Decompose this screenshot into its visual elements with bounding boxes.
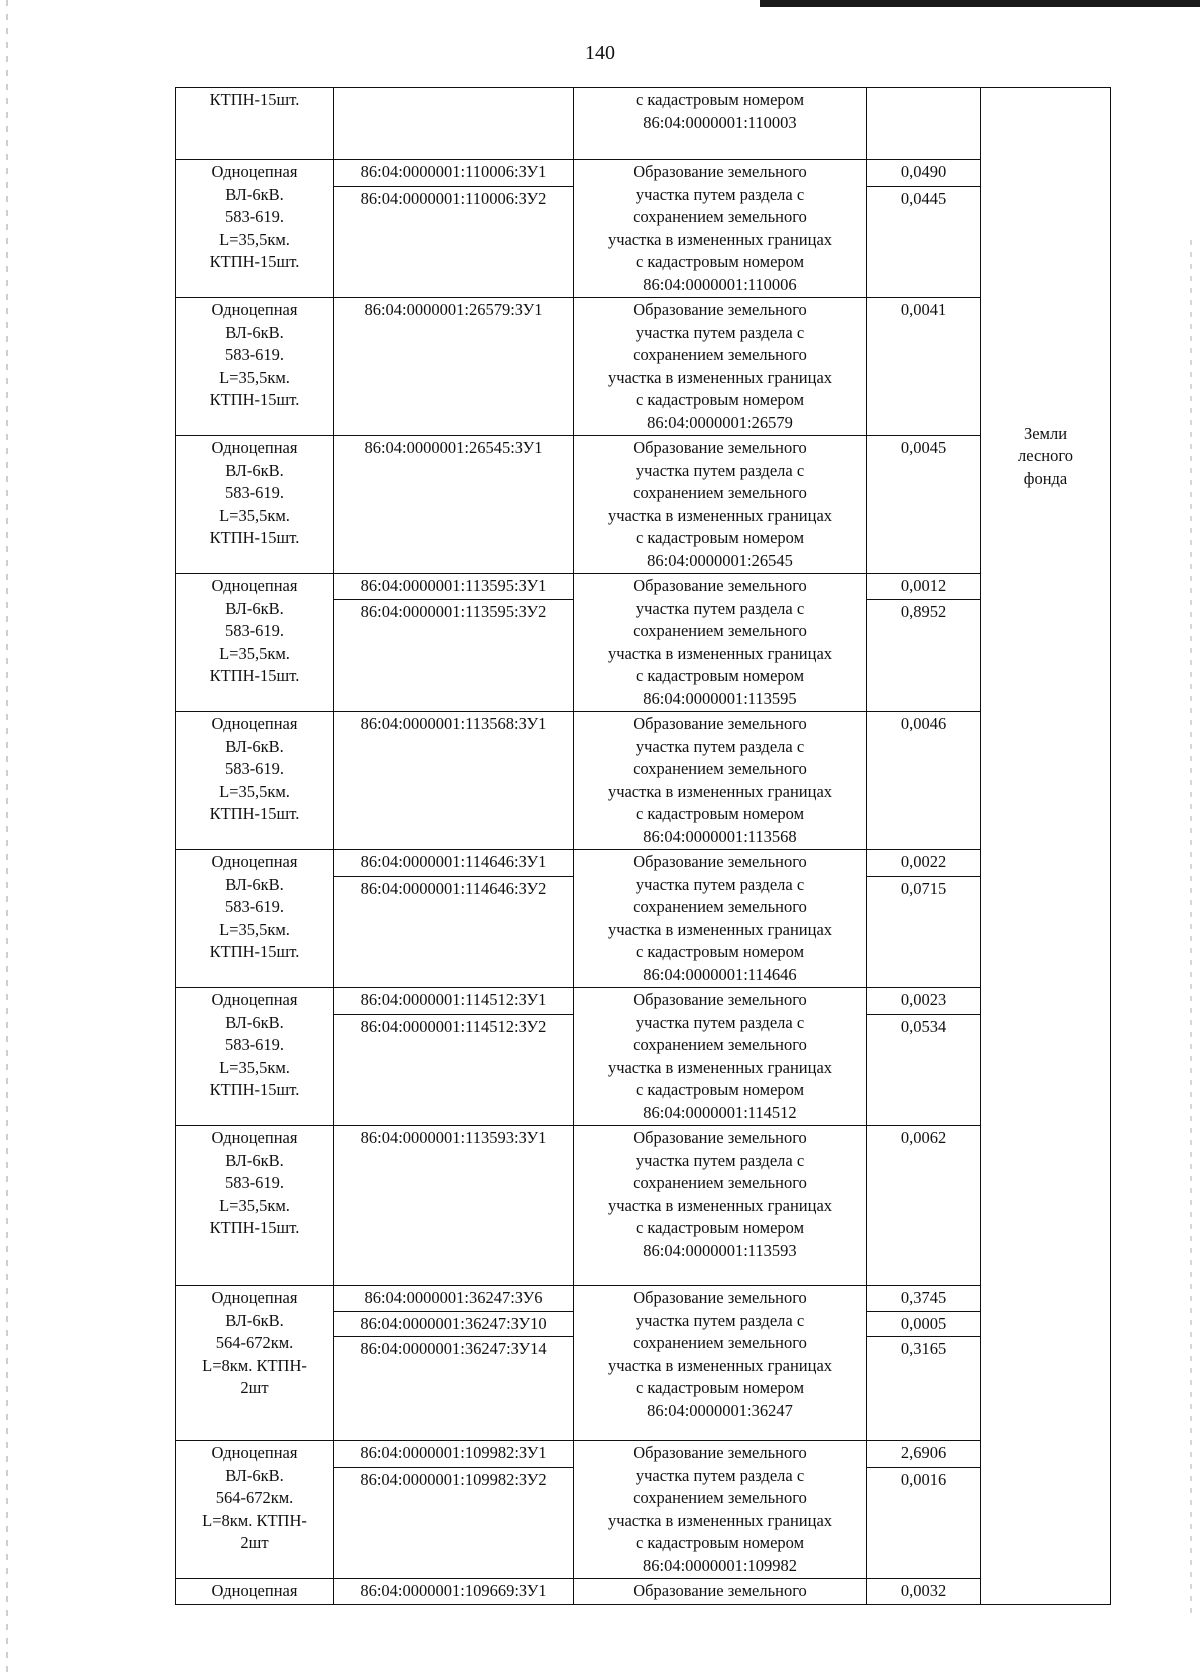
area-cell: 0,3745 <box>867 1286 981 1312</box>
cadastral-number-cell <box>334 88 574 160</box>
land-category-label: Земли лесного фонда <box>1018 423 1073 488</box>
page-number: 140 <box>585 42 615 64</box>
cadastral-number-cell: 86:04:0000001:109982:ЗУ1 <box>334 1441 574 1468</box>
cadastral-number-cell: 86:04:0000001:114646:ЗУ2 <box>334 876 574 987</box>
object-cell: Одноцепная ВЛ-6кВ. 583-619. L=35,5км. КТПН-15шт. <box>176 436 334 574</box>
area-cell: 0,0041 <box>867 298 981 436</box>
table-row <box>176 850 1111 877</box>
table-row <box>176 298 1111 436</box>
table-body <box>176 88 1111 1605</box>
top-edge-bar <box>760 0 1200 7</box>
object-cell: Одноцепная ВЛ-6кВ. 564-672км. L=8км. КТПН- 2шт <box>176 1441 334 1579</box>
object-cell: Одноцепная ВЛ-6кВ. 583-619. L=35,5км. КТПН-15шт. <box>176 850 334 988</box>
area-cell: 0,0445 <box>867 186 981 297</box>
description-cell: Образование земельного участка путем раздела с сохранением земельного участка в измененных границах с кадастровым номером 86:04:0000001:113595 <box>574 574 867 712</box>
area-cell: 0,0012 <box>867 574 981 600</box>
description-cell: с кадастровым номером 86:04:0000001:110003 <box>574 88 867 160</box>
object-cell: Одноцепная ВЛ-6кВ. 583-619. L=35,5км. КТПН-15шт. <box>176 712 334 850</box>
table-row <box>176 1126 1111 1286</box>
scan-artifact-left <box>6 0 8 1674</box>
description-cell: Образование земельного участка путем раздела с сохранением земельного участка в измененных границах с кадастровым номером 86:04:0000001:26579 <box>574 298 867 436</box>
object-cell: Одноцепная ВЛ-6кВ. 583-619. L=35,5км. КТПН-15шт. <box>176 574 334 712</box>
cadastral-number-cell: 86:04:0000001:109669:ЗУ1 <box>334 1579 574 1605</box>
description-cell: Образование земельного участка путем раздела с сохранением земельного участка в измененных границах с кадастровым номером 86:04:0000001:114512 <box>574 988 867 1126</box>
table-row <box>176 160 1111 187</box>
area-cell: 2,6906 <box>867 1441 981 1468</box>
object-cell: Одноцепная <box>176 1579 334 1605</box>
area-cell: 0,0032 <box>867 1579 981 1605</box>
table-row <box>176 988 1111 1015</box>
cadastral-number-cell: 86:04:0000001:109982:ЗУ2 <box>334 1467 574 1578</box>
table-row <box>176 1441 1111 1468</box>
area-cell: 0,3165 <box>867 1337 981 1441</box>
area-cell: 0,0715 <box>867 876 981 987</box>
area-cell: 0,8952 <box>867 600 981 712</box>
area-cell: 0,0016 <box>867 1467 981 1578</box>
description-cell: Образование земельного участка путем раздела с сохранением земельного участка в измененных границах с кадастровым номером 86:04:0000001:109982 <box>574 1441 867 1579</box>
description-cell: Образование земельного участка путем раздела с сохранением земельного участка в измененных границах с кадастровым номером 86:04:0000001:113593 <box>574 1126 867 1286</box>
cadastral-number-cell: 86:04:0000001:36247:ЗУ6 <box>334 1286 574 1312</box>
description-cell: Образование земельного участка путем раздела с сохранением земельного участка в измененных границах с кадастровым номером 86:04:0000001:36247 <box>574 1286 867 1441</box>
land-category-cell-top <box>981 88 1111 160</box>
land-category-cell <box>981 160 1111 1605</box>
cadastral-number-cell: 86:04:0000001:113593:ЗУ1 <box>334 1126 574 1286</box>
area-cell: 0,0046 <box>867 712 981 850</box>
table-row <box>176 1286 1111 1312</box>
object-cell: Одноцепная ВЛ-6кВ. 583-619. L=35,5км. КТПН-15шт. <box>176 160 334 298</box>
area-cell: 0,0005 <box>867 1311 981 1337</box>
area-cell: 0,0023 <box>867 988 981 1015</box>
description-cell: Образование земельного участка путем раздела с сохранением земельного участка в измененных границах с кадастровым номером 86:04:0000001:114646 <box>574 850 867 988</box>
cadastral-number-cell: 86:04:0000001:26545:ЗУ1 <box>334 436 574 574</box>
area-cell: 0,0062 <box>867 1126 981 1286</box>
area-cell: 0,0022 <box>867 850 981 877</box>
description-cell: Образование земельного <box>574 1579 867 1605</box>
cadastral-number-cell: 86:04:0000001:113595:ЗУ2 <box>334 600 574 712</box>
cadastral-number-cell: 86:04:0000001:113595:ЗУ1 <box>334 574 574 600</box>
land-parcels-table <box>175 87 1111 1605</box>
table-row <box>176 574 1111 600</box>
area-cell: 0,0490 <box>867 160 981 187</box>
area-cell: 0,0534 <box>867 1014 981 1125</box>
description-cell: Образование земельного участка путем раздела с сохранением земельного участка в измененных границах с кадастровым номером 86:04:0000001:113568 <box>574 712 867 850</box>
object-cell: КТПН-15шт. <box>176 88 334 160</box>
cadastral-number-cell: 86:04:0000001:114512:ЗУ2 <box>334 1014 574 1125</box>
cadastral-number-cell: 86:04:0000001:113568:ЗУ1 <box>334 712 574 850</box>
table-row <box>176 712 1111 850</box>
cadastral-number-cell: 86:04:0000001:36247:ЗУ14 <box>334 1337 574 1441</box>
description-cell: Образование земельного участка путем раздела с сохранением земельного участка в измененных границах с кадастровым номером 86:04:0000001:26545 <box>574 436 867 574</box>
area-cell <box>867 88 981 160</box>
cadastral-number-cell: 86:04:0000001:26579:ЗУ1 <box>334 298 574 436</box>
table-row <box>176 88 1111 160</box>
cadastral-number-cell: 86:04:0000001:114512:ЗУ1 <box>334 988 574 1015</box>
area-cell: 0,0045 <box>867 436 981 574</box>
object-cell: Одноцепная ВЛ-6кВ. 583-619. L=35,5км. КТПН-15шт. <box>176 988 334 1126</box>
cadastral-number-cell: 86:04:0000001:114646:ЗУ1 <box>334 850 574 877</box>
object-cell: Одноцепная ВЛ-6кВ. 583-619. L=35,5км. КТПН-15шт. <box>176 1126 334 1286</box>
scan-artifact-right <box>1190 240 1192 1620</box>
cadastral-number-cell: 86:04:0000001:110006:ЗУ2 <box>334 186 574 297</box>
cadastral-number-cell: 86:04:0000001:110006:ЗУ1 <box>334 160 574 187</box>
object-cell: Одноцепная ВЛ-6кВ. 583-619. L=35,5км. КТПН-15шт. <box>176 298 334 436</box>
object-cell: Одноцепная ВЛ-6кВ. 564-672км. L=8км. КТПН- 2шт <box>176 1286 334 1441</box>
table-row <box>176 1579 1111 1605</box>
table-row <box>176 436 1111 574</box>
description-cell: Образование земельного участка путем раздела с сохранением земельного участка в измененных границах с кадастровым номером 86:04:0000001:110006 <box>574 160 867 298</box>
cadastral-number-cell: 86:04:0000001:36247:ЗУ10 <box>334 1311 574 1337</box>
